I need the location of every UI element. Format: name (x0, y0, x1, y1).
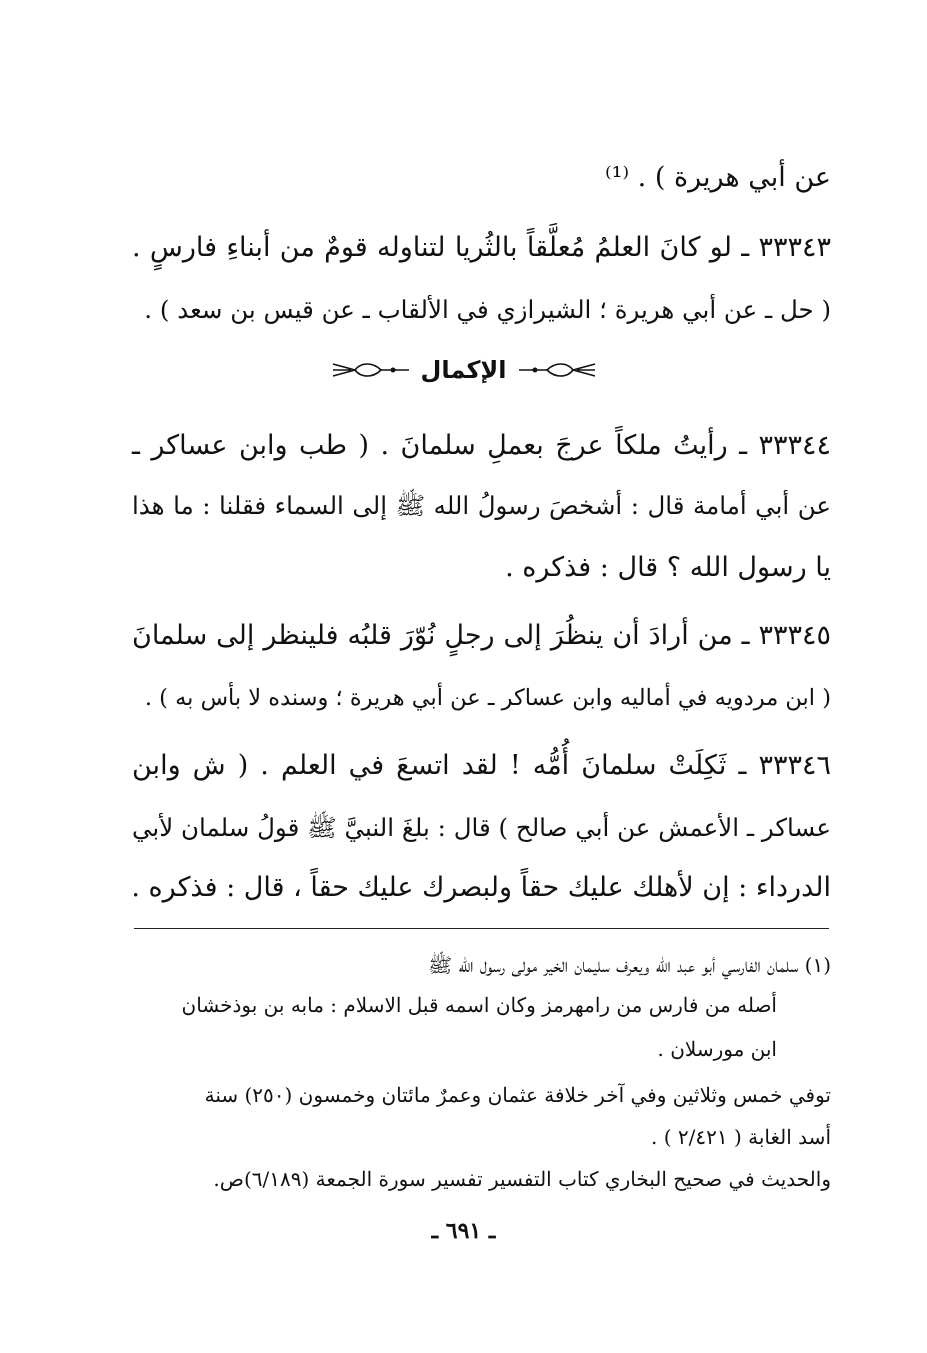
hadith-33345: ٣٣٣٤٥ ـ من أرادَ أن ينظُرَ إلى رجلٍ نُوّرَ قلبُه فلينظر إلى سلمانَ (132, 620, 831, 651)
footnote-line-4: توفي خمس وثلاثين وفي آخر خلافة عثمان وعمرٌ مائتان وخمسون (٢٥٠) سنة (204, 1083, 831, 1107)
text-line-5: عن أبي أمامة قال : أشخصَ رسولُ الله ﷺ إلى السماء فقلنا : ما هذا (132, 491, 831, 520)
hadith-33343: ٣٣٣٤٣ ـ لو كانَ العلمُ مُعلَّقاً بالثُريا لتناوله قومٌ من أبناءِ فارسٍ . (132, 232, 831, 263)
source-citation-33345: ( ابن مردويه في أماليه وابن عساكر ـ عن أبي هريرة ؛ وسنده لا بأس به ) . (144, 685, 831, 711)
footnote-line-2: أصله من فارس من رامهرمز وكان اسمه قبل الاسلام : مابه بن بوذخشان (181, 993, 777, 1017)
hadith-33344: ٣٣٣٤٤ ـ رأيتُ ملكاً عرجَ بعملِ سلمانَ . ( طب وابن عساكر ـ (132, 430, 831, 461)
footnote-line-1: (١) سلمان الفارسي أبو عبد الله ويعرف سليمان الخير مولى رسول الله ﷺ (428, 953, 831, 977)
left-ornament-icon (331, 360, 411, 380)
text-line-11: الدرداء : إن لأهلك عليك حقاً ولبصرك عليك حقاً ، قال : فذكره . (131, 872, 831, 903)
hadith-33346: ٣٣٣٤٦ ـ ثَكِلَتْ سلمانَ أُمُّه ! لقد اتسعَ في العلم . ( ش وابن (132, 750, 831, 781)
source-citation-33343: ( حل ـ عن أبي هريرة ؛ الشيرازي في الألقاب ـ عن قيس بن سعد ) . (144, 295, 831, 324)
text-line-1: عن أبي هريرة ) . ⁽¹⁾ (604, 162, 831, 193)
footnote-divider (134, 928, 829, 929)
text-line-10: عساكر ـ الأعمش عن أبي صالح ) قال : بلغَ النبيَّ ﷺ قولُ سلمان لأبي (132, 813, 831, 842)
heading-title: الإكمال (420, 356, 507, 384)
text-line-6: يا رسول الله ؟ قال : فذكره . (505, 552, 831, 583)
footnote-line-6: والحديث في صحيح البخاري كتاب التفسير تفسير سورة الجمعة (٦/١٨٩)ص. (213, 1167, 831, 1191)
footnote-line-3: ابن مورسلان . (657, 1037, 777, 1061)
right-ornament-icon (517, 360, 597, 380)
page-number: ـ ٦٩١ ـ (431, 1218, 496, 1244)
footnote-line-5: أسد الغابة ( ٢/٤٢١ ) . (651, 1125, 831, 1149)
section-heading (0, 350, 927, 390)
